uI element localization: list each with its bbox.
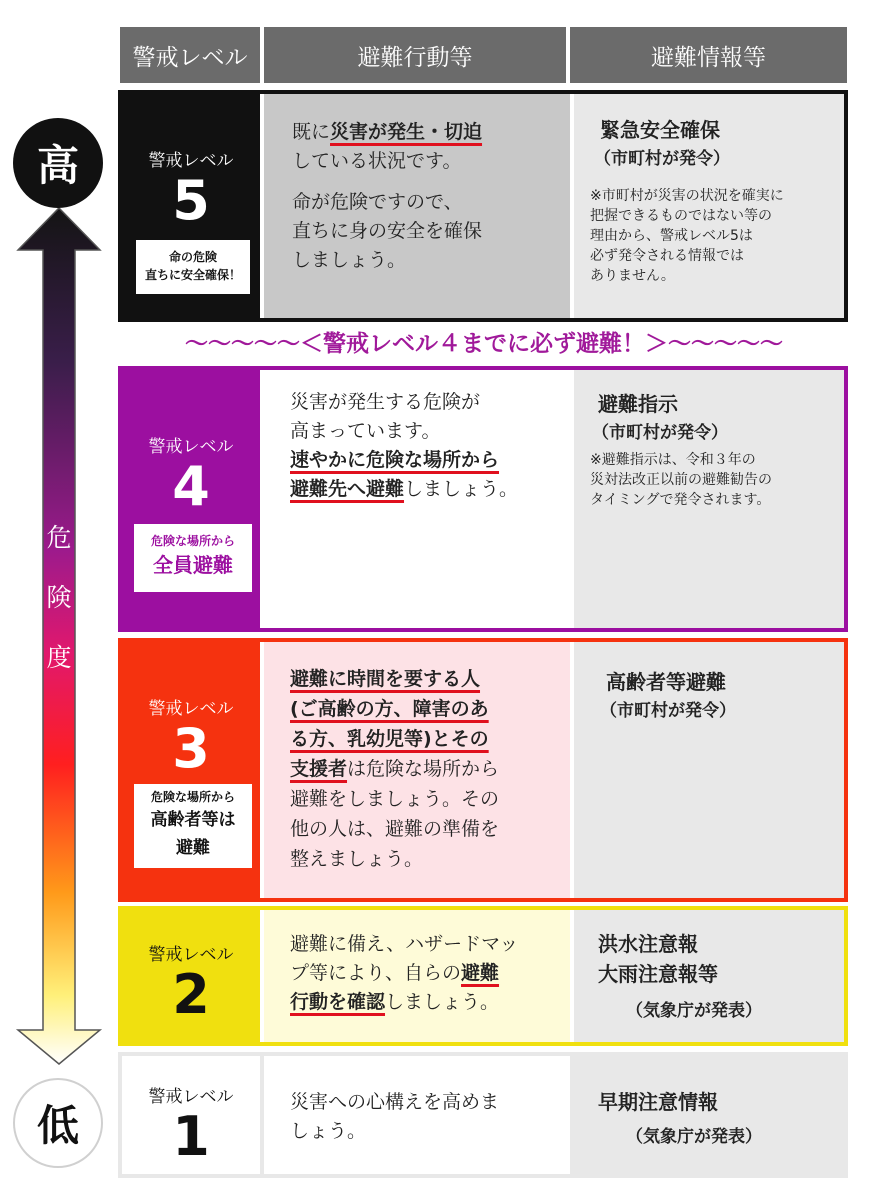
header-info: 避難情報等: [570, 27, 847, 83]
l3-a5: は危険な場所から: [347, 758, 500, 780]
level-4-info-sub: （市町村が発令）: [592, 423, 728, 443]
level-4-action-text: [290, 388, 566, 504]
level-3-badge-line1: 危険な場所から: [150, 790, 235, 804]
l4-a3: 速やかに危険な場所から: [290, 449, 500, 471]
danger-vertical-text: [26, 518, 92, 718]
level-5-info-cell: [574, 94, 844, 318]
l5-a1: 既に: [292, 121, 331, 143]
level-4-badge-line1: 危険な場所から: [150, 534, 235, 548]
high-label: 高: [36, 141, 79, 190]
l5-a4: 命が危険ですので、: [292, 191, 463, 213]
l5-a2: 災害が発生・切迫: [330, 121, 483, 143]
level-3-info-title: 高齢者等避難: [606, 670, 726, 694]
header-level: 警戒レベル: [120, 27, 260, 83]
l4-note-1: ※避難指示は、令和３年の: [590, 452, 756, 468]
level-2-action-cell: [264, 910, 570, 1042]
level-2-info-title-2: 大雨注意報等: [598, 962, 718, 986]
level-5-title: 警戒レベル: [148, 151, 234, 171]
low-circle: [13, 1078, 103, 1168]
level-4-info-title: 避難指示: [598, 392, 678, 416]
level-4-badge: [134, 524, 252, 592]
l3-a8: 整えましょう。: [290, 848, 424, 870]
level-5-action-text: [292, 118, 564, 275]
level-2-title: 警戒レベル: [148, 945, 234, 965]
level-4-label-cell: [122, 370, 260, 628]
level-4-title: 警戒レベル: [148, 437, 234, 457]
level-5-note: [590, 186, 845, 286]
danger-char-3: 度: [46, 643, 72, 672]
level-2-info-sub: （気象庁が発表）: [626, 1001, 762, 1021]
level-2-info-title-1: 洪水注意報: [598, 932, 698, 956]
level-1-title: 警戒レベル: [148, 1087, 234, 1107]
level-1-label-cell: [122, 1056, 260, 1174]
l4-a4: 避難先へ避難: [290, 478, 405, 500]
level-5-info-sub: （市町村が発令）: [594, 149, 730, 169]
l1-a2: しょう。: [290, 1120, 367, 1142]
l2-a1: 避難に備え、ハザードマッ: [290, 933, 519, 955]
l4-a2: 高まっています。: [290, 420, 441, 442]
l5-note-5: ありません。: [590, 268, 675, 284]
level-2-label-cell: [122, 910, 260, 1042]
level-3-info-cell: [574, 642, 844, 898]
level-3-badge: [134, 784, 252, 868]
level-3-label-cell: [122, 642, 260, 898]
level-5-info-title: 緊急安全確保: [600, 118, 720, 142]
level-4-note: [590, 450, 845, 510]
level-1-info-sub: （気象庁が発表）: [626, 1127, 762, 1147]
l4-note-3: タイミングで発令されます。: [590, 492, 771, 508]
level-5-badge-line2: 直ちに安全確保！: [144, 268, 241, 282]
level-4-row: [118, 366, 848, 632]
l5-note-1: ※市町村が災害の状況を確実に: [590, 188, 784, 204]
level-2-info-cell: [574, 910, 844, 1042]
l4-a1: 災害が発生する危険が: [290, 391, 481, 413]
level-3-row: [118, 638, 848, 902]
header-action: 避難行動等: [264, 27, 566, 83]
high-circle: [13, 118, 103, 208]
level-3-action-cell: [264, 642, 570, 898]
level-5-action-cell: [264, 94, 570, 318]
level-2-number: 2: [172, 963, 210, 1026]
level-2-row: [118, 906, 848, 1046]
l5-a6: しましょう。: [292, 249, 407, 271]
level-4-badge-line2: 全員避難: [153, 553, 233, 577]
l4-note-2: 災対法改正以前の避難勧告の: [590, 472, 772, 488]
level-5-badge: [136, 240, 250, 294]
l3-a6: 避難をしましょう。その: [290, 788, 500, 810]
level-2-action-text: [290, 930, 570, 1017]
level-5-row: [118, 90, 848, 322]
level-1-number: 1: [172, 1105, 210, 1168]
level-5-label-cell: [122, 94, 260, 318]
low-label: 低: [36, 1101, 79, 1150]
l5-note-3: 理由から、警戒レベル5は: [590, 228, 753, 244]
level-3-info-sub: （市町村が発令）: [600, 701, 736, 721]
l5-a5: 直ちに身の安全を確保: [292, 220, 483, 242]
level-4-number: 4: [172, 455, 210, 518]
level-1-info-cell: [574, 1056, 844, 1174]
l3-a3: る方、乳幼児等)とその: [290, 728, 489, 750]
l5-note-4: 必ず発令される情報では: [590, 248, 744, 264]
l2-a4: 行動を確認: [290, 991, 386, 1013]
level-3-badge-line2: 高齢者等は: [150, 810, 236, 830]
l2-a3: 避難: [461, 962, 500, 984]
l3-a2: (ご高齢の方、障害のあ: [290, 698, 489, 720]
level-3-badge-line3: 避難: [176, 838, 210, 858]
level-3-action-text: [290, 664, 566, 874]
level-1-action-cell: [264, 1056, 570, 1174]
danger-scale: [0, 100, 110, 1190]
l3-a1: 避難に時間を要する人: [290, 668, 481, 690]
l2-a2: プ等により、自らの: [290, 962, 462, 984]
level-5-number: 5: [172, 169, 210, 232]
l5-a3: している状況です。: [292, 150, 462, 172]
l2-a5: しましょう。: [385, 991, 500, 1013]
level-3-title: 警戒レベル: [148, 699, 234, 719]
level-1-action-text: [290, 1088, 566, 1146]
l1-a1: 災害への心構えを高めま: [290, 1091, 500, 1113]
level-4-action-cell: [264, 370, 570, 628]
evacuate-banner: 〜〜〜〜〜＜警戒レベル４までに必ず避難！＞〜〜〜〜〜: [185, 331, 783, 357]
danger-char-1: 危: [46, 523, 72, 552]
level-1-row: [118, 1052, 848, 1178]
l3-a4: 支援者: [290, 758, 348, 780]
l3-a7: 他の人は、避難の準備を: [290, 818, 500, 840]
danger-char-2: 険: [46, 583, 72, 612]
level-1-info-title: 早期注意情報: [598, 1090, 718, 1114]
level-4-info-cell: [574, 370, 844, 628]
l4-a5: しましょう。: [404, 478, 519, 500]
level-3-number: 3: [172, 717, 210, 780]
l5-note-2: 把握できるものではない等の: [590, 208, 772, 224]
level-5-badge-line1: 命の危険: [168, 250, 217, 264]
